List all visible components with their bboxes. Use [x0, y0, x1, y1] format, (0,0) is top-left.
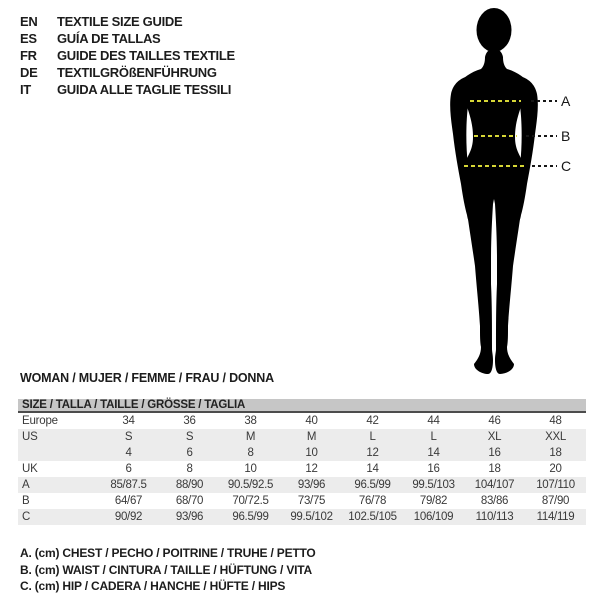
- size-cell: 93/96: [175, 511, 204, 523]
- size-cell: XXL: [545, 431, 566, 443]
- table-row-a: [18, 477, 586, 493]
- size-cell: 73/75: [297, 495, 326, 507]
- size-cell: 44: [427, 415, 440, 427]
- legend-item-a: A. (cm) CHEST / PECHO / POITRINE / TRUHE / PETTO: [20, 546, 316, 560]
- size-cell: 90.5/92.5: [227, 479, 274, 491]
- size-cell: 10: [305, 447, 318, 459]
- size-cell: 14: [366, 463, 379, 475]
- table-row-numeric: [18, 445, 586, 461]
- size-cell: 36: [183, 415, 196, 427]
- size-cell: S: [185, 431, 194, 443]
- size-table-body: [18, 413, 586, 525]
- legend-item-c: C. (cm) HIP / CADERA / HANCHE / HÜFTE / HIPS: [20, 579, 286, 593]
- silhouette-head: [477, 8, 512, 52]
- size-cell: 85/87.5: [110, 479, 147, 491]
- language-title: GUIDA ALLE TAGLIE TESSILI: [57, 82, 232, 97]
- language-title: TEXTILGRÖßENFÜHRUNG: [57, 65, 217, 80]
- language-item-it: [20, 81, 235, 98]
- section-title: WOMAN / MUJER / FEMME / FRAU / DONNA: [20, 371, 274, 385]
- size-cell: 38: [244, 415, 257, 427]
- size-table-header: SIZE / TALLA / TAILLE / GRÖSSE / TAGLIA: [18, 399, 586, 413]
- row-label: Europe: [22, 415, 58, 427]
- language-item-fr: [20, 47, 235, 64]
- language-item-es: [20, 30, 235, 47]
- size-cell: 18: [549, 447, 562, 459]
- size-cell: 4: [125, 447, 132, 459]
- row-label: C: [22, 511, 31, 523]
- measure-dash-body-b: [474, 135, 517, 137]
- size-cell: 10: [244, 463, 257, 475]
- language-title: GUIDE DES TAILLES TEXTILE: [57, 48, 235, 63]
- size-cell: 40: [305, 415, 318, 427]
- size-cell: 96.5/99: [354, 479, 391, 491]
- row-label: A: [22, 479, 30, 491]
- size-cell: 20: [549, 463, 562, 475]
- size-cell: 99.5/103: [412, 479, 455, 491]
- row-label: UK: [22, 463, 38, 475]
- size-cell: L: [369, 431, 376, 443]
- size-cell: 18: [488, 463, 501, 475]
- row-label: B: [22, 495, 30, 507]
- size-cell: 90/92: [114, 511, 143, 523]
- table-row-uk: [18, 461, 586, 477]
- size-cell: 46: [488, 415, 501, 427]
- language-code: EN: [20, 14, 38, 29]
- size-cell: 8: [186, 463, 193, 475]
- table-row-europe: [18, 413, 586, 429]
- table-row-us: [18, 429, 586, 445]
- size-cell: L: [430, 431, 437, 443]
- table-row-b: [18, 493, 586, 509]
- size-cell: 93/96: [297, 479, 326, 491]
- size-cell: 88/90: [175, 479, 204, 491]
- language-title: TEXTILE SIZE GUIDE: [57, 14, 183, 29]
- language-list: [20, 13, 235, 98]
- size-cell: 34: [122, 415, 135, 427]
- size-cell: M: [306, 431, 317, 443]
- measure-dash-leader-b: [526, 135, 557, 137]
- size-cell: 16: [488, 447, 501, 459]
- measure-label-a: A: [561, 93, 571, 109]
- language-code: IT: [20, 82, 31, 97]
- language-code: DE: [20, 65, 38, 80]
- size-cell: 79/82: [419, 495, 448, 507]
- row-label: US: [22, 431, 38, 443]
- size-cell: 83/86: [480, 495, 509, 507]
- size-cell: 106/109: [413, 511, 454, 523]
- language-item-en: [20, 13, 235, 30]
- size-cell: 104/107: [474, 479, 515, 491]
- size-cell: 64/67: [114, 495, 143, 507]
- size-cell: 70/72.5: [232, 495, 269, 507]
- size-cell: 12: [305, 463, 318, 475]
- size-cell: S: [124, 431, 133, 443]
- size-cell: 14: [427, 447, 440, 459]
- size-cell: 114/119: [536, 511, 575, 523]
- measure-dash-body-c: [464, 165, 525, 167]
- measure-dash-leader-a: [531, 100, 557, 102]
- measure-dash-leader-c: [532, 165, 557, 167]
- language-code: ES: [20, 31, 37, 46]
- legend-item-b: B. (cm) WAIST / CINTURA / TAILLE / HÜFTUNG / VITA: [20, 562, 312, 577]
- size-cell: 6: [125, 463, 132, 475]
- size-cell: 99.5/102: [290, 511, 333, 523]
- size-cell: 110/113: [475, 511, 514, 523]
- woman-silhouette-figure: [434, 4, 554, 376]
- size-cell: 6: [186, 447, 193, 459]
- size-cell: 16: [427, 463, 440, 475]
- size-cell: XL: [487, 431, 502, 443]
- size-table: [18, 399, 586, 525]
- measurement-legend: [20, 546, 316, 596]
- language-item-de: [20, 64, 235, 81]
- size-cell: 87/90: [541, 495, 570, 507]
- size-cell: 76/78: [358, 495, 387, 507]
- size-cell: 12: [366, 447, 379, 459]
- language-title: GUÍA DE TALLAS: [57, 31, 161, 46]
- measure-dash-body-a: [470, 100, 521, 102]
- language-code: FR: [20, 48, 37, 63]
- measure-label-b: B: [561, 128, 571, 144]
- size-cell: 96.5/99: [232, 511, 269, 523]
- size-cell: M: [245, 431, 256, 443]
- measure-label-c: C: [561, 158, 572, 174]
- size-cell: 107/110: [536, 479, 575, 491]
- size-cell: 48: [549, 415, 562, 427]
- size-cell: 102.5/105: [348, 511, 397, 523]
- size-cell: 8: [247, 447, 254, 459]
- table-row-c: [18, 509, 586, 525]
- size-cell: 68/70: [175, 495, 204, 507]
- size-cell: 42: [366, 415, 379, 427]
